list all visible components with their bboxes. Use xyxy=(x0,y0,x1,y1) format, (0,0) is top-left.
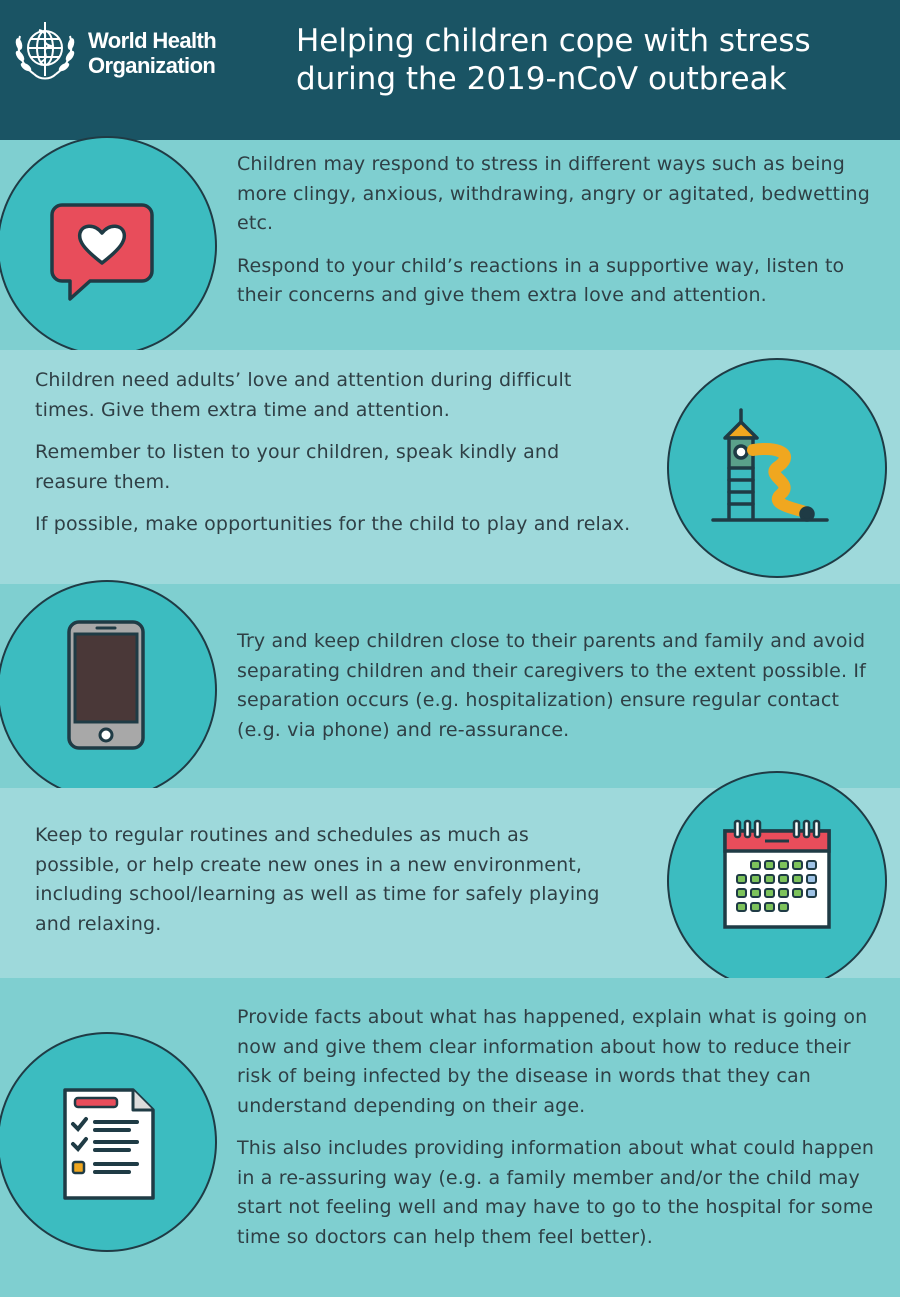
page-title-line2: during the 2019-nCoV outbreak xyxy=(296,61,787,97)
paragraph: Try and keep children close to their parents and family and avoid separating children and their caregivers to the extent possible. If separation occurs (e.g. hospitalization) ensure regular contact (e.g. via phone) and re-assurance. xyxy=(237,630,866,741)
checklist-document-icon xyxy=(59,1084,159,1204)
section-text xyxy=(237,1003,887,1252)
paragraph: Children may respond to stress in different ways such as being more clingy, anxious, withdrawing, angry or agitated, bedwetting etc. xyxy=(237,153,870,234)
section-text xyxy=(237,627,882,745)
icon-circle xyxy=(0,1032,217,1252)
icon-circle xyxy=(0,136,217,356)
paragraph: Respond to your child’s reactions in a supportive way, listen to their concerns and give them extra love and attention. xyxy=(237,254,845,306)
icon-circle xyxy=(667,771,887,991)
section-stress-reactions xyxy=(0,140,900,350)
paragraph: Remember to listen to your children, speak kindly and reasure them. xyxy=(35,441,560,493)
icon-circle xyxy=(0,580,217,800)
mobile-phone-icon xyxy=(61,616,151,756)
calendar-icon xyxy=(717,815,837,935)
section-family-contact xyxy=(0,584,900,788)
header-banner xyxy=(0,0,900,140)
paragraph: Children need adults’ love and attention during difficult times. Give them extra time and attention. xyxy=(35,369,572,421)
section-text xyxy=(237,150,877,311)
organization-name-line2: Organization xyxy=(88,53,216,78)
paragraph: This also includes providing information about what could happen in a re-assuring way (e.g. a family member and/or the child may start not feeling well and may have to go to the hospital for some time so doctors can help them feel better). xyxy=(237,1137,875,1248)
who-emblem-icon xyxy=(8,14,82,88)
section-text xyxy=(35,821,605,939)
paragraph: If possible, make opportunities for the child to play and relax. xyxy=(35,513,631,535)
heart-speech-bubble-icon xyxy=(44,193,164,313)
page-title xyxy=(296,22,886,98)
section-provide-facts xyxy=(0,978,900,1297)
organization-name-line1: World Health xyxy=(88,28,217,53)
section-routines xyxy=(0,788,900,978)
icon-circle xyxy=(667,358,887,578)
paragraph: Provide facts about what has happened, explain what is going on now and give them clear information about how to reduce their risk of being infected by the disease in words that they can understand depending on their age. xyxy=(237,1006,868,1117)
section-text xyxy=(35,366,635,540)
section-love-attention xyxy=(0,350,900,584)
paragraph: Keep to regular routines and schedules as much as possible, or help create new ones in a new environment, including school/learning as well as time for safely playing and relaxing. xyxy=(35,824,600,935)
playground-slide-icon xyxy=(707,400,847,540)
organization-name xyxy=(88,28,238,78)
page-title-line1: Helping children cope with stress xyxy=(296,23,811,59)
